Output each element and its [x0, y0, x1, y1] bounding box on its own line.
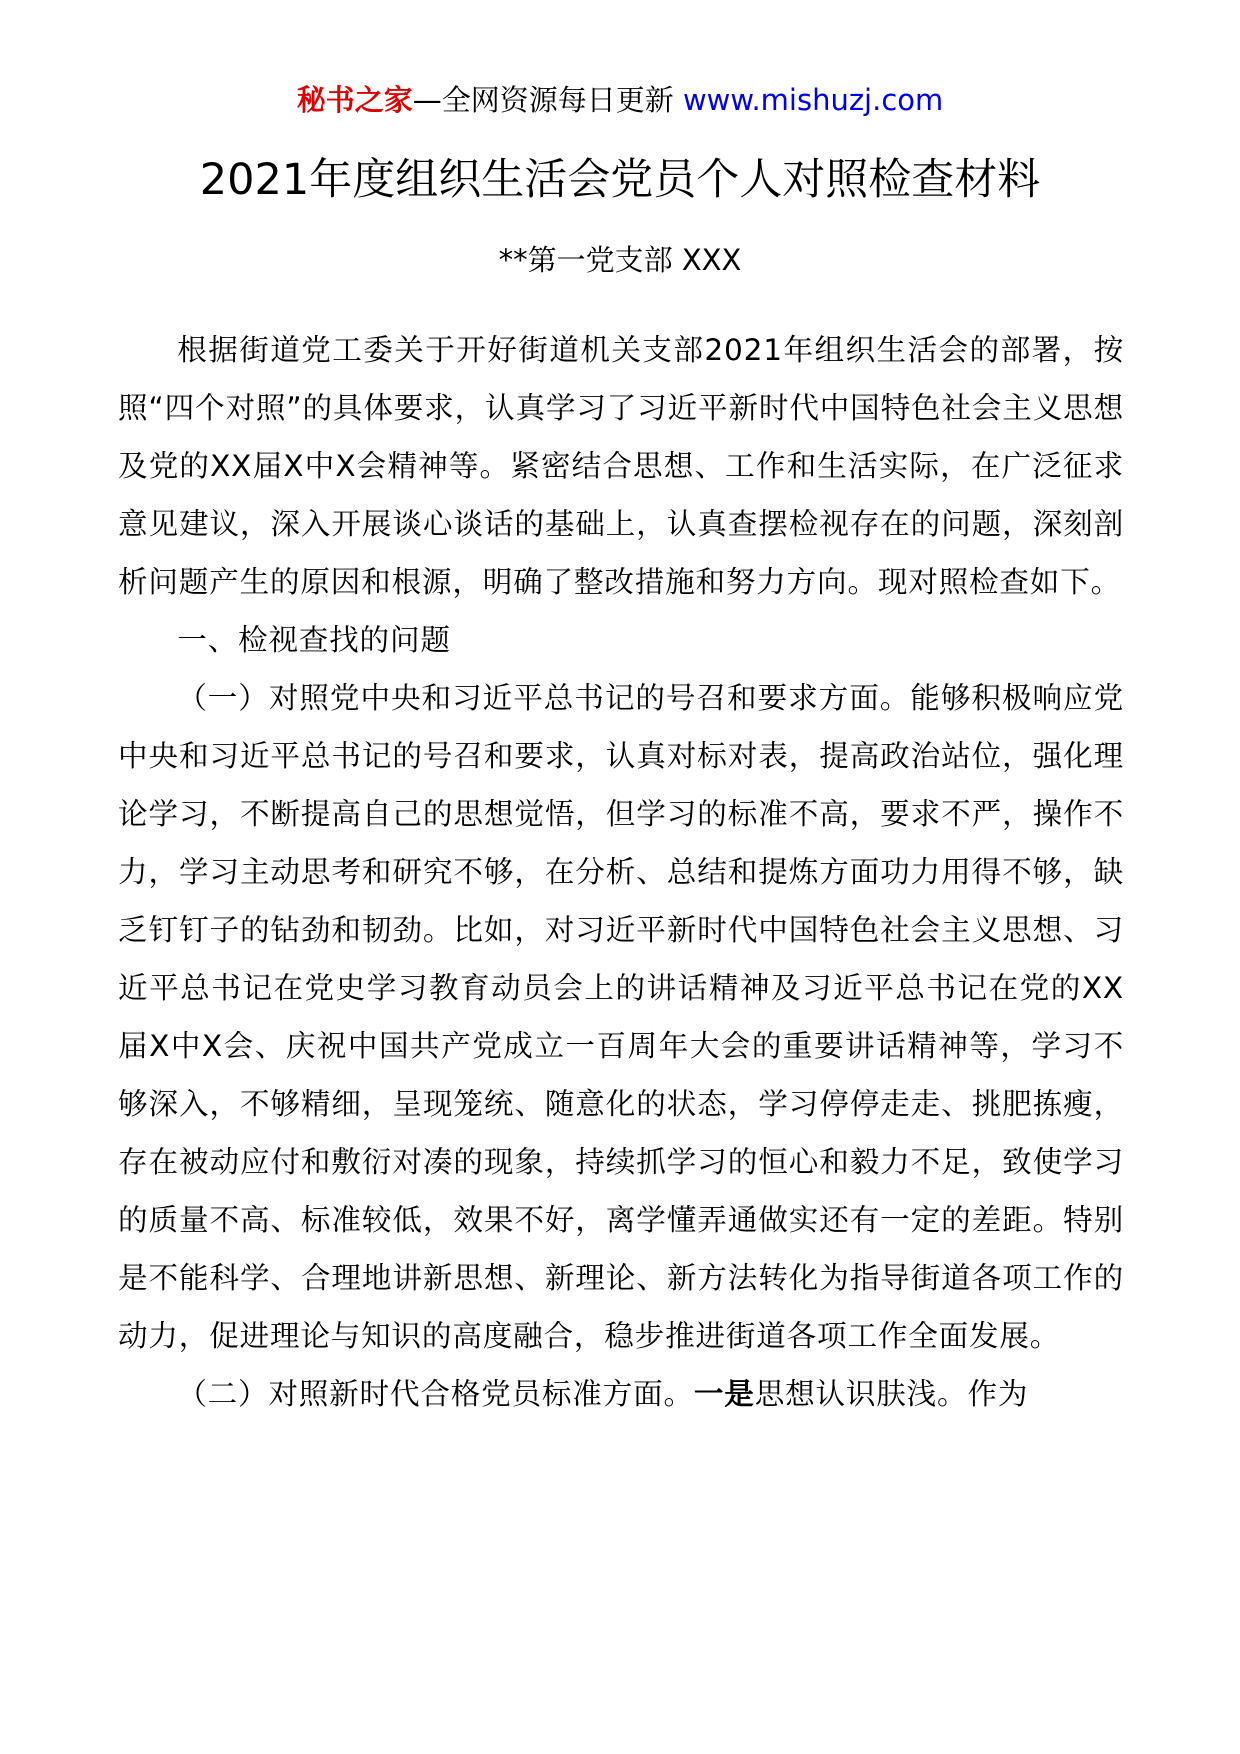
intro-paragraph: 根据街道党工委关于开好街道机关支部2021年组织生活会的部署，按照“四个对照”的具体要求，认真学习了习近平新时代中国特色社会主义思想及党的XX届X中X会精神等。紧密结合思想、工作和生活实际，在广泛征求意见建议，深入开展谈心谈话的基础上，认真查摆检视存在的问题，深刻剖析问题产生的原因和根源，明确了整改措施和努力方向。现对照检查如下。	[118, 333, 1124, 599]
document-title: 2021年度组织生活会党员个人对照检查材料	[199, 155, 1041, 205]
section-2-text: 思想认识肤浅。作为	[754, 1377, 1029, 1411]
section-2-lead: （二）对照新时代合格党员标准方面。	[177, 1377, 694, 1411]
site-url-link[interactable]: www.mishuzj.com	[682, 83, 944, 117]
section-2-paragraph	[118, 1365, 1124, 1423]
document-author: **第一党支部 XXX	[498, 243, 742, 277]
section-1-paragraph: （一）对照党中央和习近平总书记的号召和要求方面。能够积极响应党中央和习近平总书记的号召和要求，认真对标对表，提高政治站位，强化理论学习，不断提高自己的思想觉悟，但学习的标准不高，要求不严，操作不力，学习主动思考和研究不够，在分析、总结和提炼方面功力用得不够，缺乏钉钉子的钻劲和韧劲。比如，对习近平新时代中国特色社会主义思想、习近平总书记在党史学习教育动员会上的讲话精神及习近平总书记在党的XX届X中X会、庆祝中国共产党成立一百周年大会的重要讲话精神等，学习不够深入，不够精细，呈现笼统、随意化的状态，学习停停走走、挑肥拣瘦，存在被动应付和敷衍对凑的现象，持续抓学习的恒心和毅力不足，致使学习的质量不高、标准较低，效果不好，离学懂弄通做实还有一定的差距。特别是不能科学、合理地讲新思想、新理论、新方法转化为指导街道各项工作的动力，促进理论与知识的高度融合，稳步推进街道各项工作全面发展。	[118, 681, 1124, 1353]
section-2-bold-marker: 一是	[693, 1377, 755, 1411]
site-brand: 秘书之家	[296, 83, 413, 117]
site-slogan: —全网资源每日更新	[412, 83, 674, 117]
site-header	[0, 80, 1240, 120]
section-heading: 一、检视查找的问题	[177, 623, 451, 657]
document-body	[118, 321, 1124, 1423]
